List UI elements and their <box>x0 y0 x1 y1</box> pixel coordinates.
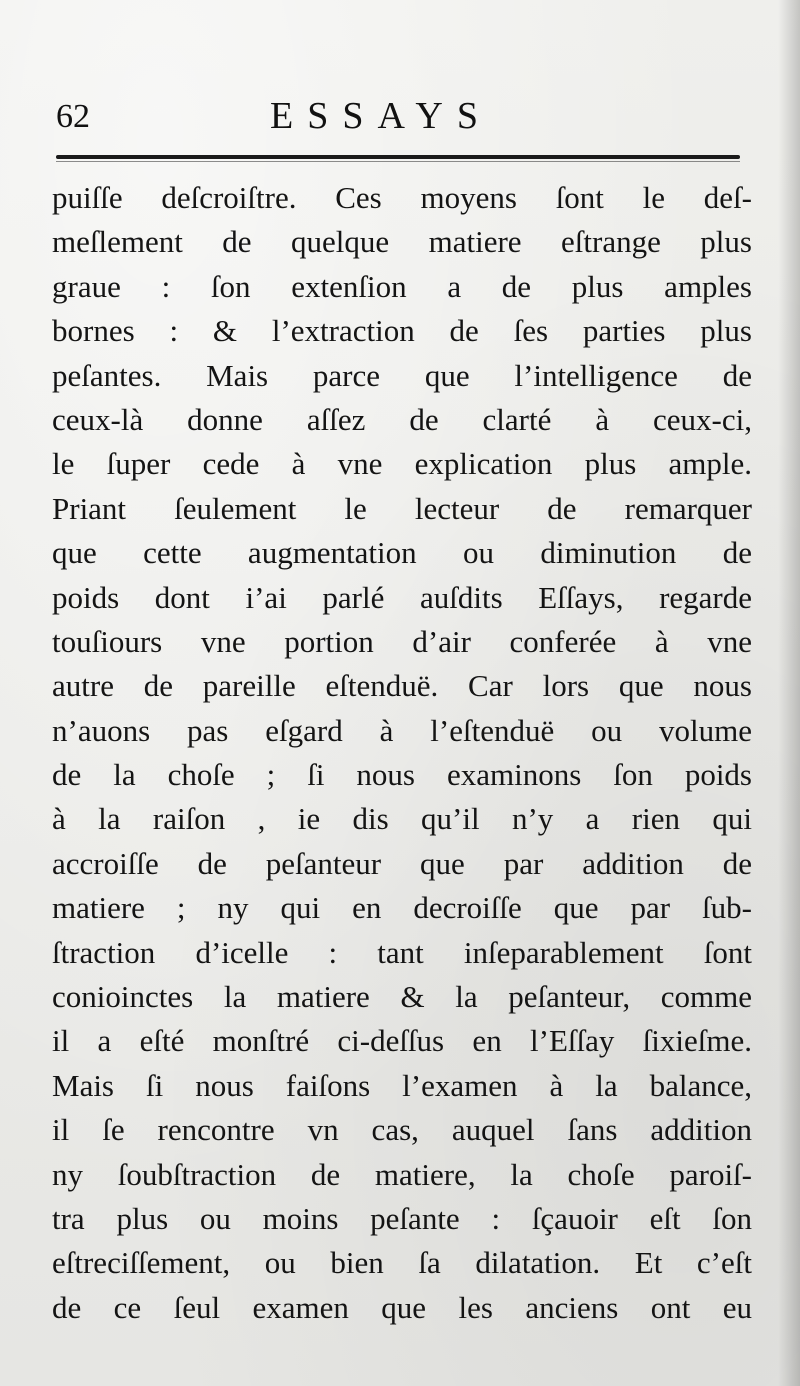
page-number: 62 <box>56 98 90 135</box>
body-text <box>52 176 752 1330</box>
running-head: ESSAYS <box>270 95 493 137</box>
text-line: Mais ſi nous faiſons l’examen à la balance, <box>52 1067 752 1103</box>
text-line: autre de pareille eſtenduë. Car lors que nous <box>52 668 752 704</box>
header-rule <box>56 155 740 159</box>
header-rule-thin <box>56 161 740 162</box>
text-line: le ſuper cede à vne explication plus ample. <box>52 446 752 482</box>
text-line: accroiſſe de peſanteur que par addition de <box>52 845 752 881</box>
text-line: meſlement de quelque matiere eſtrange plus <box>52 224 752 260</box>
text-line: touſiours vne portion d’air conferée à vne <box>52 623 752 659</box>
text-line: puiſſe deſcroiſtre. Ces moyens ſont le deſ- <box>52 180 752 215</box>
text-line: ny ſoubſtraction de matiere, la choſe paroiſ- <box>52 1156 752 1192</box>
text-line: graue : ſon extenſion a de plus amples <box>52 268 752 304</box>
page-header <box>50 92 750 146</box>
text-line: n’auons pas eſgard à l’eſtenduë ou volume <box>52 712 752 748</box>
text-line: Priant ſeulement le lecteur de remarquer <box>52 490 752 526</box>
text-line: il a eſté monſtré ci-deſſus en l’Eſſay ſixieſme. <box>52 1023 752 1059</box>
page-edge-shadow <box>778 0 800 1386</box>
text-line: que cette augmentation ou diminution de <box>52 535 752 571</box>
text-line: ceux-là donne aſſez de clarté à ceux-ci, <box>52 401 752 437</box>
text-line: matiere ; ny qui en decroiſſe que par ſub- <box>52 890 752 926</box>
text-line: bornes : & l’extraction de ſes parties plus <box>52 313 752 349</box>
text-line: eſtreciſſement, ou bien ſa dilatation. Et c’eſt <box>52 1245 752 1281</box>
text-line: ſtraction d’icelle : tant inſeparablement ſont <box>52 934 752 970</box>
text-line: il ſe rencontre vn cas, auquel ſans addition <box>52 1112 752 1148</box>
text-line: à la raiſon , ie dis qu’il n’y a rien qui <box>52 801 752 837</box>
text-line: peſantes. Mais parce que l’intelligence de <box>52 357 752 393</box>
text-line: de la choſe ; ſi nous examinons ſon poids <box>52 757 752 793</box>
text-line: de ce ſeul examen que les anciens ont eu <box>52 1289 752 1325</box>
text-line: tra plus ou moins peſante : ſçauoir eſt ſon <box>52 1200 752 1236</box>
text-line: conioinctes la matiere & la peſanteur, comme <box>52 979 752 1015</box>
text-line: poids dont i’ai parlé auſdits Eſſays, regarde <box>52 579 752 615</box>
